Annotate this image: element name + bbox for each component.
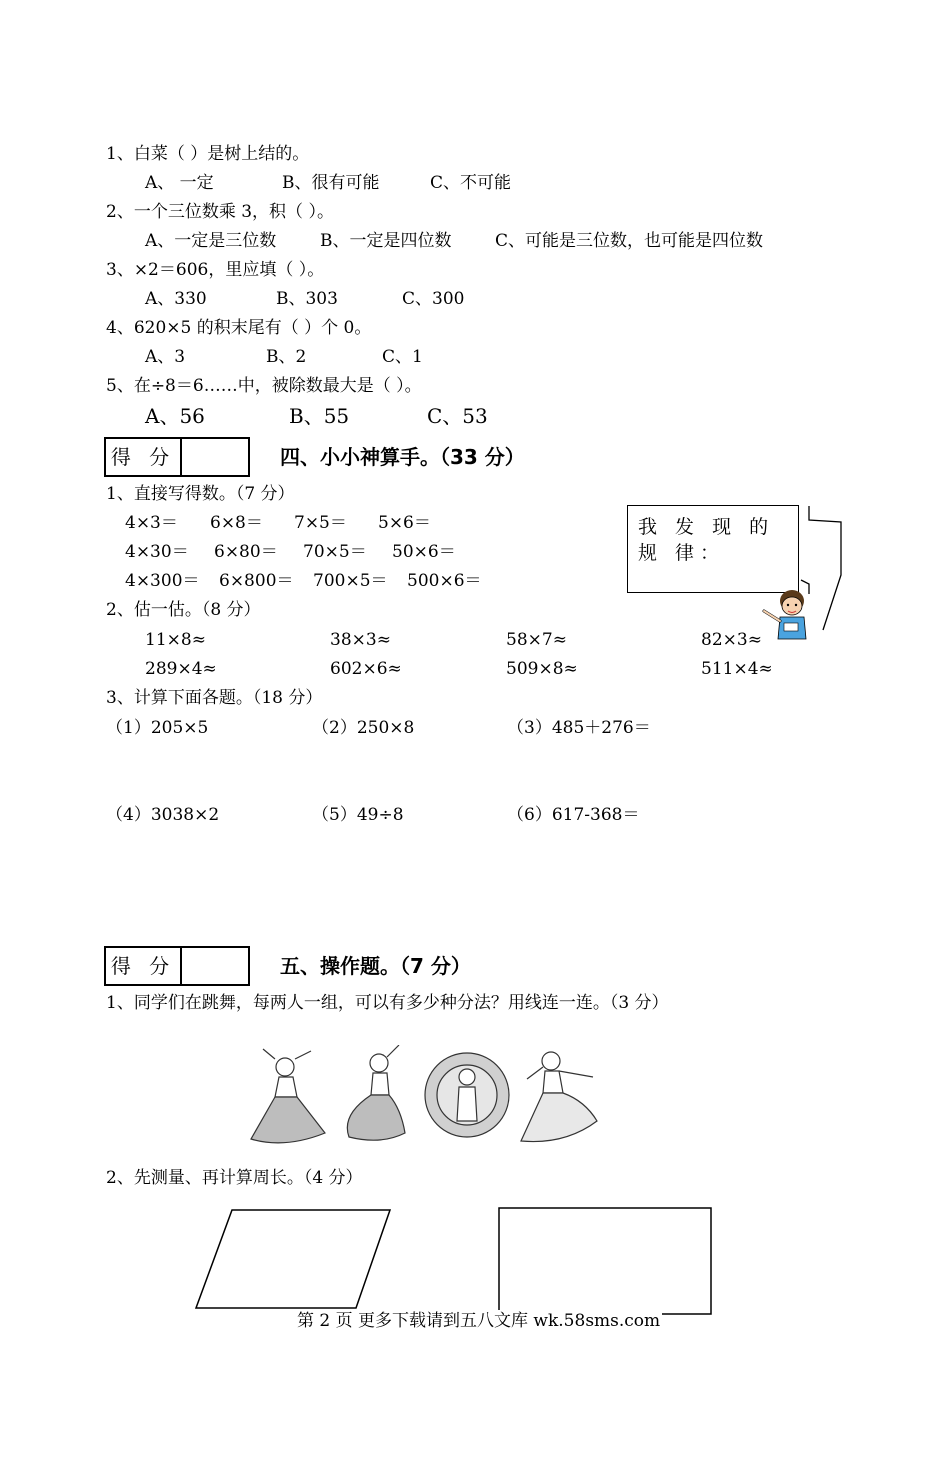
- estimate-item: 602×6≈: [330, 659, 402, 679]
- direct-calc-item: 500×6＝: [407, 571, 482, 591]
- q4-stem: 4、620×5 的积末尾有（ ）个 0。: [106, 318, 372, 338]
- dancer-icon: [347, 1045, 405, 1140]
- estimate-item: 82×3≈: [701, 630, 762, 650]
- dancer-icon: [251, 1049, 325, 1143]
- q2-option-c: C、可能是三位数，也可能是四位数: [495, 231, 764, 251]
- footer-text: 第 2 页 更多下载请到五八文库 wk.58sms.com: [297, 1311, 661, 1331]
- direct-calc-item: 7×5＝: [294, 513, 347, 533]
- parallelogram-shape: [190, 1205, 400, 1315]
- dancers-illustration: [245, 1045, 615, 1145]
- estimate-item: 511×4≈: [701, 659, 773, 679]
- estimate-item: 289×4≈: [145, 659, 217, 679]
- direct-calc-item: 6×80＝: [214, 542, 278, 562]
- direct-calc-title: 1、直接写得数。（7 分）: [106, 484, 295, 504]
- estimate-item: 11×8≈: [145, 630, 206, 650]
- calculate-item: （3）485＋276＝: [507, 718, 651, 738]
- rectangle-shape: [495, 1205, 717, 1317]
- q2-option-a: A、一定是三位数: [145, 231, 277, 251]
- direct-calc-item: 5×6＝: [378, 513, 431, 533]
- direct-calc-item: 4×30＝: [125, 542, 189, 562]
- calculate-item: （2）250×8: [312, 718, 415, 738]
- q1-option-b: B、很有可能: [282, 173, 380, 193]
- score-label: 得 分: [106, 439, 182, 475]
- q1-option-c: C、不可能: [430, 173, 512, 193]
- q4-option-c: C、1: [382, 347, 423, 367]
- q5-option-c: C、53: [427, 404, 488, 428]
- direct-calc-item: 6×8＝: [210, 513, 263, 533]
- dancer-icon: [425, 1053, 509, 1137]
- direct-calc-item: 6×800＝: [219, 571, 294, 591]
- estimate-title: 2、估一估。（8 分）: [106, 600, 261, 620]
- measure-title: 2、先测量、再计算周长。（4 分）: [106, 1168, 363, 1188]
- q3-option-c: C、300: [402, 289, 465, 309]
- direct-calc-item: 4×300＝: [125, 571, 200, 591]
- estimate-item: 58×7≈: [506, 630, 567, 650]
- estimate-item: 509×8≈: [506, 659, 578, 679]
- q1-option-a: A、 一定: [145, 173, 214, 193]
- score-box-section4: [104, 437, 250, 477]
- calculate-item: （1）205×5: [106, 718, 209, 738]
- dancers-title: 1、同学们在跳舞，每两人一组，可以有多少种分法？用线连一连。（3 分）: [106, 993, 669, 1013]
- direct-calc-item: 70×5＝: [303, 542, 367, 562]
- q4-option-b: B、2: [266, 347, 307, 367]
- q3-option-a: A、330: [145, 289, 207, 309]
- calculate-item: （6）617-368＝: [507, 805, 640, 825]
- q1-stem: 1、白菜（ ）是树上结的。: [106, 144, 310, 164]
- direct-calc-item: 4×3＝: [125, 513, 178, 533]
- direct-calc-item: 50×6＝: [392, 542, 456, 562]
- q5-option-a: A、56: [145, 404, 205, 428]
- calculate-item: （4）3038×2: [106, 805, 220, 825]
- boy-icon: [758, 585, 818, 645]
- q4-option-a: A、3: [145, 347, 186, 367]
- pattern-note-box: 我 发 现 的 规 律：: [627, 505, 799, 593]
- calculate-title: 3、计算下面各题。（18 分）: [106, 688, 323, 708]
- q2-stem: 2、一个三位数乘 3，积（ ）。: [106, 202, 334, 222]
- q3-option-b: B、303: [276, 289, 338, 309]
- score-box-section5: [104, 946, 250, 986]
- calculate-item: （5）49÷8: [312, 805, 404, 825]
- estimate-item: 38×3≈: [330, 630, 391, 650]
- score-label: 得 分: [106, 948, 182, 984]
- q5-stem: 5、在÷8＝6……中，被除数最大是（ ）。: [106, 376, 422, 396]
- direct-calc-item: 700×5＝: [313, 571, 388, 591]
- dancer-icon: [521, 1052, 597, 1142]
- q3-stem: 3、×2＝606，里应填（ ）。: [106, 260, 325, 280]
- q2-option-b: B、一定是四位数: [320, 231, 452, 251]
- q5-option-b: B、55: [289, 404, 350, 428]
- section5-heading: 五、操作题。（7 分）: [280, 954, 471, 978]
- section4-heading: 四、小小神算手。（33 分）: [280, 445, 525, 469]
